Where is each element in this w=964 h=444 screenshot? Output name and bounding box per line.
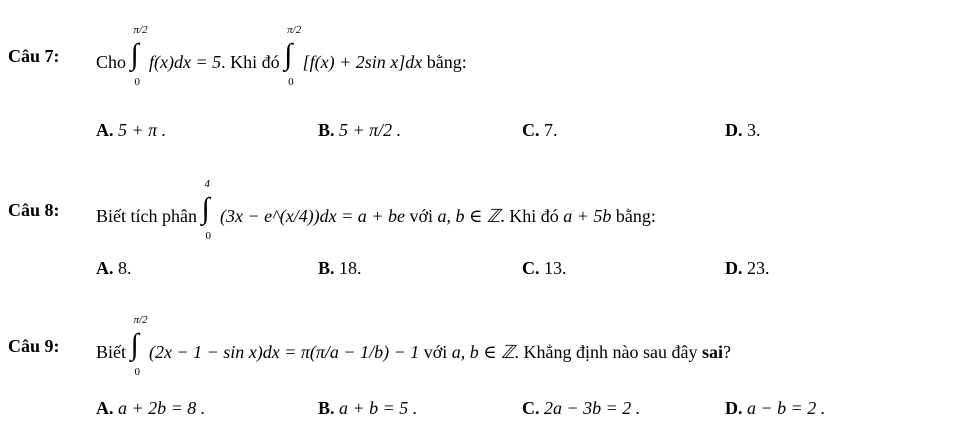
q7-option-a[interactable]: A. 5 + π .: [96, 120, 167, 140]
q7-integral-2: ∫ π/2 0: [284, 24, 302, 88]
q8-option-d[interactable]: D. 23.: [725, 258, 770, 278]
question-9-stem: [96, 314, 731, 378]
q9-text-voi: với: [423, 342, 448, 362]
q9-option-b[interactable]: B. a + b = 5 .: [318, 398, 418, 418]
q7-text-cho: Cho: [96, 52, 127, 72]
q9-int-lower: 0: [134, 366, 140, 378]
q9-option-c[interactable]: C. 2a − 3b = 2 .: [522, 398, 641, 418]
q9-int-body: (2x − 1 − sin x)dx = π(π/a − 1/b) − 1: [149, 342, 420, 362]
q7-int1-body: f(x)dx = 5: [149, 52, 222, 72]
q8-condition: a, b ∈ ℤ: [437, 206, 501, 226]
q7-integral-1: ∫ π/2 0: [130, 24, 148, 88]
q9-option-d[interactable]: D. a − b = 2 .: [725, 398, 826, 418]
q8-int-lower: 0: [205, 230, 211, 242]
q8-option-b[interactable]: B. 18.: [318, 258, 362, 278]
q7-int2-lower: 0: [288, 76, 294, 88]
q9-option-a[interactable]: A. a + 2b = 8 .: [96, 398, 206, 418]
q8-expression: a + 5b: [563, 206, 612, 226]
question-9-label: Câu 9:: [8, 336, 60, 356]
q8-text-khido: . Khi đó: [500, 206, 559, 226]
q7-text-bang: bằng:: [426, 52, 467, 72]
q9-int-upper: π/2: [133, 314, 148, 326]
q7-option-d[interactable]: D. 3.: [725, 120, 761, 140]
q7-int2-upper: π/2: [287, 24, 302, 36]
q8-int-body: (3x − e^(x/4))dx = a + be: [219, 206, 405, 226]
q9-text-end: . Khẳng định nào sau đây: [514, 342, 698, 362]
q8-option-c[interactable]: C. 13.: [522, 258, 567, 278]
q7-int1-lower: 0: [134, 76, 141, 88]
question-8-stem: [96, 178, 656, 242]
q9-text-sai: sai: [701, 342, 723, 362]
q7-text-khido: . Khi đó: [221, 52, 280, 72]
q9-text-qmark: ?: [722, 342, 731, 362]
q9-text-intro: Biết: [96, 342, 126, 362]
q8-option-a[interactable]: A. 8.: [96, 258, 132, 278]
q8-integral: ∫ 4 0: [201, 178, 211, 242]
q8-text-voi: với: [409, 206, 433, 226]
question-7-stem: [96, 24, 467, 88]
q8-text-bang: bằng:: [615, 206, 656, 226]
q7-option-c[interactable]: C. 7.: [522, 120, 558, 140]
q9-integral: ∫ π/2 0: [130, 314, 148, 378]
q7-int2-body: [f(x) + 2sin x]dx: [302, 52, 423, 72]
q7-int1-upper: π/2: [133, 24, 148, 36]
q7-option-b[interactable]: B. 5 + π/2 .: [318, 120, 402, 140]
q8-text-intro: Biết tích phân: [96, 206, 197, 226]
question-7-label: Câu 7:: [8, 46, 60, 66]
question-8-label: Câu 8:: [8, 200, 60, 220]
q9-condition: a, b ∈ ℤ: [451, 342, 515, 362]
q8-int-upper: 4: [204, 178, 210, 190]
